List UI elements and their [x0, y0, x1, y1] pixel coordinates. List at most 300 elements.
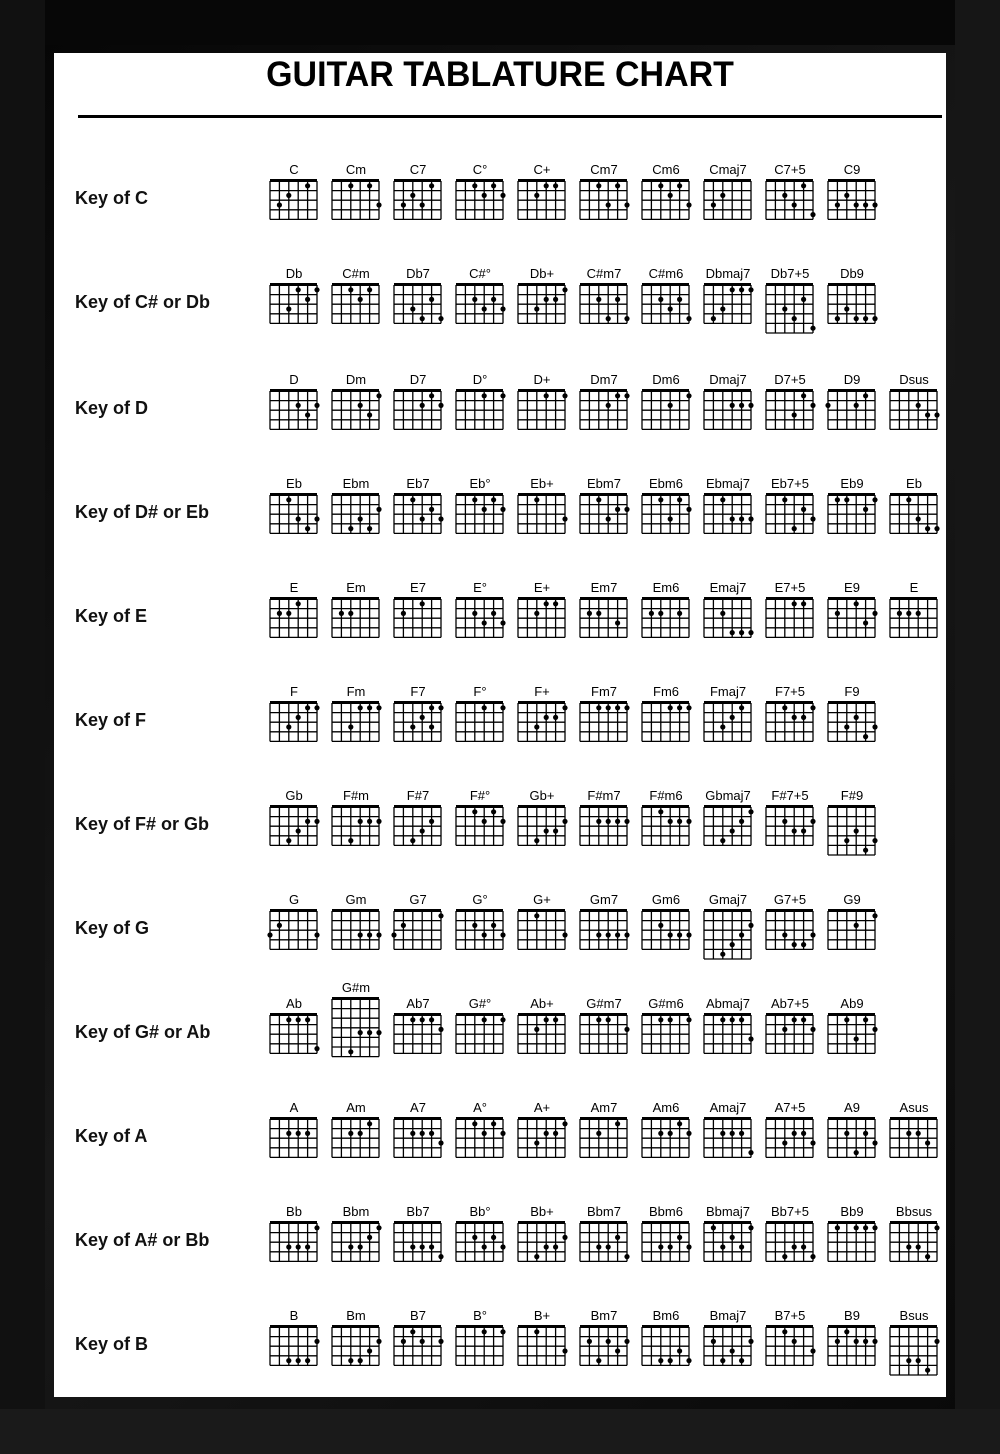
fretboard-grid — [455, 597, 510, 643]
chord-name: Ebm7 — [587, 476, 621, 491]
key-label: Key of G# or Ab — [75, 1022, 211, 1042]
finger-dot — [615, 297, 620, 302]
key-row — [54, 477, 946, 577]
finger-dot — [872, 1339, 877, 1344]
finger-dot — [367, 1235, 372, 1240]
finger-dot — [854, 715, 859, 720]
finger-dot — [810, 212, 815, 217]
chord-name: Cm6 — [652, 162, 680, 177]
chord-name: Dmaj7 — [709, 372, 747, 387]
fretboard-grid — [703, 1013, 758, 1059]
finger-dot — [367, 412, 372, 417]
finger-dot — [844, 1329, 849, 1334]
fretboard-grid — [269, 493, 324, 539]
finger-dot — [596, 1244, 601, 1249]
finger-dot — [553, 1131, 558, 1136]
fretboard-grid — [703, 701, 758, 747]
finger-dot — [544, 1244, 549, 1249]
finger-dot — [624, 1027, 629, 1032]
finger-dot — [711, 1339, 716, 1344]
finger-dot — [739, 516, 744, 521]
finger-dot — [658, 923, 663, 928]
chord-name: E9 — [844, 580, 860, 595]
chord-name: C#m7 — [586, 266, 622, 281]
finger-dot — [277, 202, 282, 207]
finger-dot — [596, 819, 601, 824]
fretboard-grid — [455, 389, 510, 435]
finger-dot — [835, 497, 840, 502]
finger-dot — [534, 913, 539, 918]
finger-dot — [305, 1017, 310, 1022]
finger-dot — [668, 1131, 673, 1136]
key-row — [54, 267, 946, 367]
finger-dot — [348, 1049, 353, 1054]
chord-name: Dm7 — [590, 372, 618, 387]
finger-dot — [925, 1368, 930, 1373]
finger-dot — [854, 828, 859, 833]
finger-dot — [686, 316, 691, 321]
finger-dot — [720, 1017, 725, 1022]
fretboard-grid — [331, 493, 386, 539]
fretboard-grid — [269, 1117, 324, 1163]
chord-name: Dsus — [899, 372, 929, 387]
finger-dot — [730, 630, 735, 635]
finger-dot — [296, 715, 301, 720]
finger-dot — [906, 1244, 911, 1249]
fretboard-grid — [517, 1221, 572, 1267]
finger-dot — [606, 1339, 611, 1344]
finger-dot — [410, 306, 415, 311]
finger-dot — [544, 828, 549, 833]
finger-dot — [606, 1244, 611, 1249]
finger-dot — [916, 403, 921, 408]
finger-dot — [401, 1339, 406, 1344]
finger-dot — [748, 1339, 753, 1344]
finger-dot — [596, 1017, 601, 1022]
fretboard-grid — [455, 1117, 510, 1163]
finger-dot — [748, 516, 753, 521]
fretboard-grid — [765, 179, 820, 225]
key-label: Key of F — [75, 710, 147, 730]
finger-dot — [482, 819, 487, 824]
fretboard-grid — [641, 1013, 696, 1059]
fretboard-grid — [703, 283, 758, 329]
finger-dot — [782, 705, 787, 710]
finger-dot — [534, 838, 539, 843]
key-label: Key of G — [75, 918, 150, 938]
finger-dot — [429, 1131, 434, 1136]
fretboard-grid — [455, 805, 510, 851]
finger-dot — [720, 838, 725, 843]
fretboard-grid — [827, 1325, 882, 1371]
chord-name: C#° — [469, 266, 491, 281]
chord-name: C#m — [342, 266, 370, 281]
finger-dot — [482, 1329, 487, 1334]
finger-dot — [863, 507, 868, 512]
finger-dot — [553, 183, 558, 188]
finger-dot — [897, 611, 902, 616]
finger-dot — [615, 1121, 620, 1126]
finger-dot — [358, 819, 363, 824]
finger-dot — [367, 819, 372, 824]
finger-dot — [872, 913, 877, 918]
finger-dot — [296, 601, 301, 606]
finger-dot — [314, 1046, 319, 1051]
finger-dot — [730, 287, 735, 292]
finger-dot — [686, 1244, 691, 1249]
finger-dot — [348, 611, 353, 616]
finger-dot — [686, 932, 691, 937]
finger-dot — [854, 1150, 859, 1155]
finger-dot — [686, 819, 691, 824]
finger-dot — [376, 932, 381, 937]
finger-dot — [916, 611, 921, 616]
fretboard-grid — [703, 493, 758, 539]
finger-dot — [358, 1358, 363, 1363]
finger-dot — [553, 828, 558, 833]
finger-dot — [792, 942, 797, 947]
finger-dot — [562, 393, 567, 398]
finger-dot — [358, 1030, 363, 1035]
key-row — [54, 163, 946, 263]
fretboard-grid — [517, 1325, 572, 1371]
finger-dot — [624, 507, 629, 512]
fretboard-grid — [455, 1013, 510, 1059]
finger-dot — [596, 1358, 601, 1363]
fretboard-grid — [331, 1221, 386, 1267]
chord-name: F#° — [469, 788, 491, 803]
finger-dot — [792, 601, 797, 606]
chord-name: Amaj7 — [709, 1100, 747, 1115]
finger-dot — [658, 809, 663, 814]
fretboard-grid — [703, 597, 758, 643]
chord-name: F — [290, 684, 298, 699]
finger-dot — [482, 620, 487, 625]
chord-name: Cm — [345, 162, 367, 177]
finger-dot — [305, 1244, 310, 1249]
finger-dot — [606, 316, 611, 321]
finger-dot — [534, 1140, 539, 1145]
fretboard-grid — [269, 1013, 324, 1059]
fretboard-grid — [393, 1117, 448, 1163]
finger-dot — [801, 183, 806, 188]
finger-dot — [658, 1017, 663, 1022]
finger-dot — [801, 1017, 806, 1022]
fretboard-grid — [331, 805, 386, 851]
frame-left — [0, 0, 45, 1454]
finger-dot — [720, 952, 725, 957]
finger-dot — [500, 1329, 505, 1334]
finger-dot — [624, 202, 629, 207]
finger-dot — [544, 1131, 549, 1136]
finger-dot — [286, 306, 291, 311]
finger-dot — [410, 838, 415, 843]
finger-dot — [730, 1235, 735, 1240]
finger-dot — [615, 1348, 620, 1353]
finger-dot — [615, 393, 620, 398]
fretboard-grid — [269, 179, 324, 225]
chord-name: C° — [472, 162, 488, 177]
finger-dot — [854, 1036, 859, 1041]
finger-dot — [482, 932, 487, 937]
finger-dot — [596, 932, 601, 937]
finger-dot — [286, 193, 291, 198]
chord-name: Fm7 — [591, 684, 617, 699]
finger-dot — [305, 183, 310, 188]
chord-name: Am6 — [652, 1100, 680, 1115]
finger-dot — [296, 1017, 301, 1022]
fretboard-grid — [393, 283, 448, 329]
chord-name: G7 — [409, 892, 427, 907]
chord-name: C7 — [409, 162, 427, 177]
finger-dot — [358, 1244, 363, 1249]
finger-dot — [420, 601, 425, 606]
chord-name: Gb — [285, 788, 303, 803]
finger-dot — [810, 932, 815, 937]
chord-name: Db9 — [840, 266, 864, 281]
poster — [54, 53, 946, 1397]
finger-dot — [615, 932, 620, 937]
finger-dot — [420, 715, 425, 720]
finger-dot — [801, 507, 806, 512]
fretboard-grid — [827, 701, 882, 747]
fretboard-grid — [579, 1325, 634, 1371]
finger-dot — [544, 183, 549, 188]
finger-dot — [553, 715, 558, 720]
finger-dot — [491, 611, 496, 616]
fretboard-grid — [269, 1221, 324, 1267]
chord-name: D7+5 — [774, 372, 806, 387]
fretboard-grid — [269, 283, 324, 329]
finger-dot — [596, 611, 601, 616]
fretboard-grid — [455, 493, 510, 539]
finger-dot — [720, 1358, 725, 1363]
finger-dot — [872, 1140, 877, 1145]
finger-dot — [429, 393, 434, 398]
key-label: Key of F# or Gb — [75, 814, 210, 834]
finger-dot — [367, 1030, 372, 1035]
finger-dot — [348, 724, 353, 729]
finger-dot — [410, 1244, 415, 1249]
finger-dot — [420, 1244, 425, 1249]
finger-dot — [286, 1358, 291, 1363]
chord-name: Gbmaj7 — [705, 788, 751, 803]
finger-dot — [296, 1358, 301, 1363]
finger-dot — [730, 1017, 735, 1022]
finger-dot — [782, 497, 787, 502]
finger-dot — [720, 1244, 725, 1249]
chord-name: B9 — [844, 1308, 860, 1323]
finger-dot — [677, 297, 682, 302]
chord-name: Am — [346, 1100, 366, 1115]
title-divider — [78, 115, 942, 118]
finger-dot — [686, 507, 691, 512]
finger-dot — [863, 620, 868, 625]
fretboard-grid — [827, 597, 882, 643]
chord-name: Ab7 — [406, 996, 430, 1011]
finger-dot — [668, 932, 673, 937]
finger-dot — [376, 1339, 381, 1344]
finger-dot — [854, 601, 859, 606]
finger-dot — [562, 932, 567, 937]
chord-name: D7 — [409, 372, 427, 387]
chord-name: Gm6 — [651, 892, 681, 907]
chord-name: Em7 — [590, 580, 618, 595]
finger-dot — [863, 1017, 868, 1022]
finger-dot — [305, 297, 310, 302]
finger-dot — [825, 403, 830, 408]
finger-dot — [596, 705, 601, 710]
finger-dot — [615, 507, 620, 512]
finger-dot — [934, 526, 939, 531]
fretboard-grid — [393, 805, 448, 851]
finger-dot — [420, 316, 425, 321]
finger-dot — [596, 183, 601, 188]
finger-dot — [872, 497, 877, 502]
fretboard-grid — [517, 283, 572, 329]
finger-dot — [668, 705, 673, 710]
chord-name: G#m — [341, 980, 371, 995]
frame-right — [955, 0, 1000, 1454]
finger-dot — [438, 316, 443, 321]
chord-name: Am7 — [590, 1100, 618, 1115]
finger-dot — [339, 611, 344, 616]
finger-dot — [720, 306, 725, 311]
finger-dot — [500, 932, 505, 937]
finger-dot — [534, 611, 539, 616]
finger-dot — [792, 1339, 797, 1344]
chord-name: Eb9 — [840, 476, 864, 491]
fretboard-grid — [455, 1325, 510, 1371]
finger-dot — [844, 724, 849, 729]
finger-dot — [544, 601, 549, 606]
chord-name: Dm — [345, 372, 367, 387]
finger-dot — [358, 516, 363, 521]
finger-dot — [686, 202, 691, 207]
chord-name: Fmaj7 — [709, 684, 747, 699]
chord-name: Bmaj7 — [709, 1308, 747, 1323]
fretboard-grid — [765, 1117, 820, 1163]
fretboard-grid — [393, 597, 448, 643]
finger-dot — [739, 932, 744, 937]
chord-name: G° — [472, 892, 488, 907]
chord-name: Ebmaj7 — [705, 476, 751, 491]
finger-dot — [615, 1235, 620, 1240]
chord-name: A9 — [844, 1100, 860, 1115]
finger-dot — [606, 516, 611, 521]
finger-dot — [500, 1017, 505, 1022]
finger-dot — [801, 715, 806, 720]
chord-name: B+ — [533, 1308, 551, 1323]
fretboard-grid — [765, 1013, 820, 1059]
chord-name: D — [289, 372, 299, 387]
finger-dot — [730, 1348, 735, 1353]
finger-dot — [934, 412, 939, 417]
finger-dot — [844, 1017, 849, 1022]
finger-dot — [500, 1131, 505, 1136]
finger-dot — [314, 1339, 319, 1344]
finger-dot — [429, 297, 434, 302]
finger-dot — [801, 942, 806, 947]
chord-name: A7 — [410, 1100, 426, 1115]
finger-dot — [906, 497, 911, 502]
finger-dot — [792, 526, 797, 531]
finger-dot — [367, 1348, 372, 1353]
finger-dot — [801, 1244, 806, 1249]
finger-dot — [429, 819, 434, 824]
finger-dot — [314, 932, 319, 937]
finger-dot — [429, 183, 434, 188]
finger-dot — [677, 611, 682, 616]
finger-dot — [615, 819, 620, 824]
fretboard-grid — [889, 597, 944, 643]
chord-name: F° — [473, 684, 487, 699]
finger-dot — [916, 1358, 921, 1363]
finger-dot — [491, 923, 496, 928]
finger-dot — [553, 1017, 558, 1022]
finger-dot — [482, 705, 487, 710]
finger-dot — [615, 183, 620, 188]
finger-dot — [872, 316, 877, 321]
finger-dot — [286, 1017, 291, 1022]
fretboard-grid — [827, 179, 882, 225]
finger-dot — [491, 809, 496, 814]
chord-name: Bbsus — [895, 1204, 933, 1219]
finger-dot — [376, 507, 381, 512]
fretboard-grid — [579, 701, 634, 747]
finger-dot — [677, 1348, 682, 1353]
finger-dot — [863, 393, 868, 398]
finger-dot — [491, 183, 496, 188]
chord-name: F#9 — [840, 788, 864, 803]
finger-dot — [348, 183, 353, 188]
finger-dot — [429, 1017, 434, 1022]
fretboard-grid — [517, 805, 572, 851]
finger-dot — [925, 526, 930, 531]
fretboard-grid — [765, 597, 820, 643]
finger-dot — [314, 516, 319, 521]
fretboard-grid — [393, 1221, 448, 1267]
fretboard-grid — [517, 179, 572, 225]
fretboard-grid — [517, 701, 572, 747]
chord-name: Eb+ — [530, 476, 554, 491]
finger-dot — [534, 1329, 539, 1334]
finger-dot — [314, 287, 319, 292]
finger-dot — [305, 1358, 310, 1363]
chord-name: Eb — [286, 476, 302, 491]
finger-dot — [730, 828, 735, 833]
finger-dot — [720, 724, 725, 729]
chord-name: Ab+ — [530, 996, 554, 1011]
finger-dot — [810, 516, 815, 521]
finger-dot — [500, 306, 505, 311]
finger-dot — [782, 932, 787, 937]
chord-name: B — [289, 1308, 299, 1323]
chord-name: B7+5 — [774, 1308, 806, 1323]
finger-dot — [668, 1244, 673, 1249]
chord-name: C+ — [533, 162, 551, 177]
finger-dot — [296, 828, 301, 833]
fretboard-grid — [331, 179, 386, 225]
fretboard-grid — [827, 805, 882, 861]
finger-dot — [482, 1131, 487, 1136]
finger-dot — [720, 497, 725, 502]
finger-dot — [606, 932, 611, 937]
finger-dot — [296, 403, 301, 408]
finger-dot — [296, 1244, 301, 1249]
fretboard-grid — [703, 389, 758, 435]
fretboard-grid — [765, 701, 820, 747]
